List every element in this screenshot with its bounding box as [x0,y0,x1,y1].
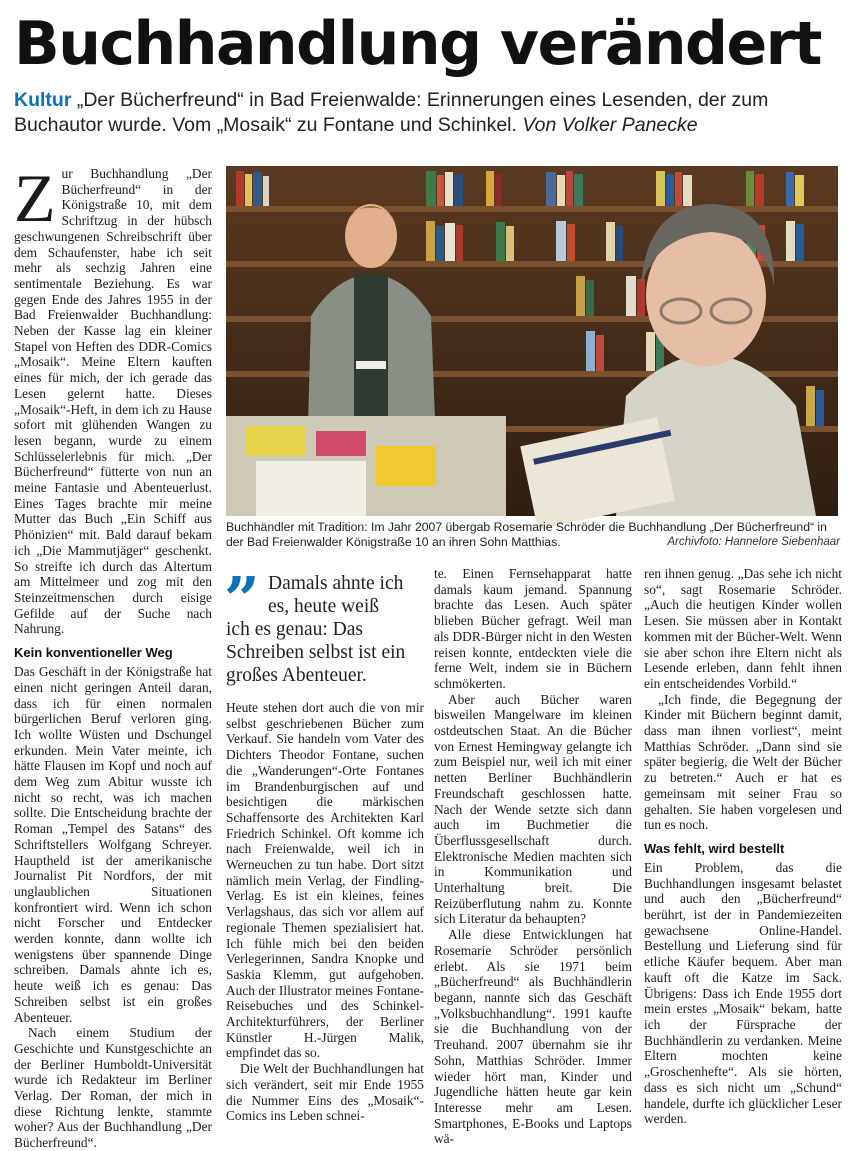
paragraph: „Ich finde, die Begegnung der Kinder mit Büchern beginnt damit, dass man ihnen vorliest“, meint Matthias Schröder. „Dann sind sie später begierig, die Welt der Bücher zu betreten.“ Auch er hat es gemeinsam mit seiner Frau so gehalten. Sie haben vorgelesen und tun es noch. [644,691,842,833]
paragraph: Aber auch Bücher waren bisweilen Mangelware im kleinen ostdeutschen Staat. An die Bücher von Ernest Hemingway gelangte ich zum Beispiel nur, weil ich mit einer netten Berliner Buchhändlerin Freundschaft geschlossen hatte. Nach der Wende setzte sich dann auch im Buchmetier die Überflussgesellschaft durch. Elektronische Medien machten sich in Kommunikation und Unterhaltung breit. Die Reizüberflutung nahm zu. Konnte sich Literatur da behaupten? [434,691,632,927]
caption-text: Buchhändler mit Tradition: Im Jahr 2007 übergab Rosemarie Schröder die Buchhandlung „Der Bücherfreund“ in der Bad Freienwalder Königstraße 10 an ihren Sohn Matthias. [226,520,827,549]
paragraph: te. Einen Fernsehapparat hatte damals kaum jemand. Spannung brachte das Lesen. Auch später blieben Bücher gefragt. Weil man als DDR-Bürger nicht in den Westen reisen konnte, entdeckten viele die ferne Welt, indem sie in Büchern schmökerten. [434,566,632,691]
pull-quote [224,563,426,687]
column-2 [226,700,424,1124]
paragraph: ur Buchhandlung „Der Bücherfreund“ in der Königstraße 10, mit dem Schriftzug in der hübsch geschwungenen Schreibschrift über dem Schaufenster, habe ich seit mehr als sechzig Jahren eine sentimentale Beziehung. Es war gegen Ende des Jahres 1955 in der Bad Freienwalder Buchhandlung: Neben der Kasse lag ein kleiner Stapel von Heften des DDR-Comics „Mosaik“. Meine Eltern kauften eines für mich, der ich gerade das Lesen gelernt hatte. Dieses „Mosaik“-Heft, in dem ich zu Hause sofort mit glühenden Wangen zu lesen begann, wurde zu einem Schlüsselerlebnis für mich. „Der Bücherfreund“ fütterte von nun an meine Fantasie und Abenteuerlust. Eines Tages brachte mir meine Mutter das Buch „Ein Schiff aus Phönizien“ mit. Bald darauf bekam ich „Die Mammutjäger“ geschenkt. So streifte ich durch das Altertum am Mittelmeer und zog mit den Steinzeitmenschen durch eisige Gefilde auf der Suche nach Nahrung. [14,166,212,637]
paragraph: Ein Problem, das die Buchhandlungen insgesamt belastet und auch den „Bücherfreund“ berührt, ist der in Pandemiezeiten gewachsene Online-Handel. Bestellung und Lieferung sind für etliche Käufer bequem. Aber man kauft oft die Katze im Sack. Übrigens: Dass ich Ende 1955 dort mein erstes „Mosaik“ bekam, hatte ich der Fürsprache der Buchhändlerin zu verdanken. Meine Eltern mochten keine „Groschenhefte“. Als sie hörten, dass es sich nicht um „Schund“ handele, durfte ich glücklicher Leser werden. [644,859,842,1127]
quote-rest: ich es genau: Das Schreiben selbst ist ein großes Abenteuer. [226,619,406,686]
paragraph: Die Welt der Buchhandlungen hat sich verändert, seit mir Ende 1955 die Nummer Eins des „Mosaik“-Comics ins Leben schnei- [226,1061,424,1124]
headline: Buchhandlung verändert [14,9,821,79]
quote-first-line: Damals ahnte ich es, heute weiß [268,573,404,617]
byline: Von Volker Panecke [522,114,698,136]
paragraph: Alle diese Entwicklungen hat Rosemarie Schröder persönlich erlebt. Als sie 1971 beim „Bücherfreund“ als Buchhändlerin begann, nannte sich das Geschäft „Volksbuchhandlung“. 1991 kaufte sie die Buchhandlung von der Treuhand. 2007 übernahm sie ihr Sohn, Matthias Schröder. Immer wieder hört man, Kinder und Jugendliche hätten heute gar kein Interesse mehr am Lesen. Smartphones, E-Books und Laptops wä- [434,927,632,1147]
column-1 [14,160,212,1151]
subhead [14,88,854,138]
column-4 [644,566,842,1127]
quote-mark-icon: ” [224,563,260,636]
paragraph: ren ihnen genug. „Das sehe ich nicht so“, sagt Rosemarie Schröder. „Auch die heutigen Kinder wollen Lesen. Sie müssen aber in Kontakt kommen mit der Bücher-Welt. Wenn sie aber schon ihre Eltern nicht als Lesende erleben, dann fehlt ihnen ein entscheidendes Vorbild.“ [644,566,842,691]
drop-cap: Z [14,160,56,236]
paragraph: Das Geschäft in der Königstraße hat einen nicht geringen Anteil daran, dass ich für einen normalen bürgerlichen Beruf verloren ging. Ich wollte Wüsten und Dschungel erkunden. Mein Vater meinte, ich hätte Flausen im Kopf und noch auf dem Weg zum Abitur wusste ich nicht so recht, was ich machen sollte. Die Entscheidung brachte der Roman „Tempel des Satans“ des Schriftstellers Wolfgang Schreyer. Hauptheld ist der amerikanische Journalist Pit Nordfors, der mit unglaublichen Situationen konfrontiert wird. Wenn ich schon nicht Forscher und Entdecker werden konnte, dann wollte ich wenigstens über spannende Dinge schreiben. Damals ahnte ich es, heute weiß ich es genau: Das Schreiben selbst ist ein großes Abenteuer. [14,664,212,1025]
section-heading: Was fehlt, wird bestellt [644,840,785,856]
photo-credit: Archivfoto: Hannelore Siebenhaar [667,536,840,548]
bookshop-photo [226,166,838,516]
paragraph: Nach einem Studium der Geschichte und Kunstgeschichte an der Berliner Humboldt-Universität wurde ich Redakteur im Berliner Verlag. Der Roman, der mich in diese Richtung lenkte, stammte woher? Aus der Buchhandlung „Der Bücherfreund“. [14,1025,212,1151]
subhead-text: „Der Bücherfreund“ in Bad Freienwalde: Erinnerungen eines Lesenden, der zum Buchautor wurde. Vom „Mosaik“ zu Fontane und Schinkel. [14,89,769,136]
section-heading: Kein konventioneller Weg [14,645,173,661]
rubric: Kultur [14,89,72,111]
article-photo [226,166,838,516]
photo-caption [226,520,840,550]
paragraph: Heute stehen dort auch die von mir selbst geschriebenen Bücher zum Verkauf. Sie handeln vom Vater des Dichters Theodor Fontane, suchen die „Wanderungen“-Orte Fontanes im Brandenburgischen auf und besichtigen die märkischen Schaffensorte des Architekten Karl Friedrich Schinkel. Oft komme ich nach Freienwalde, weil ich in Werneuchen zu tun habe. Dort sitzt nämlich mein Verlag, der Findling-Verlag. Es ist ein kleines, feines Verlagshaus, das sich vor allem auf regionale Themen spezialisiert hat. Ich fühle mich bei den beiden Verlegerinnen, Sandra Knopke und Saskia Klemm, gut aufgehoben. Auch der Illustrator meines Fontane-Reisebuches und des Schinkel-Architekturführers, der Berliner Künstler H.-Jürgen Malik, empfindet das so. [226,700,424,1061]
column-3 [434,566,632,1147]
